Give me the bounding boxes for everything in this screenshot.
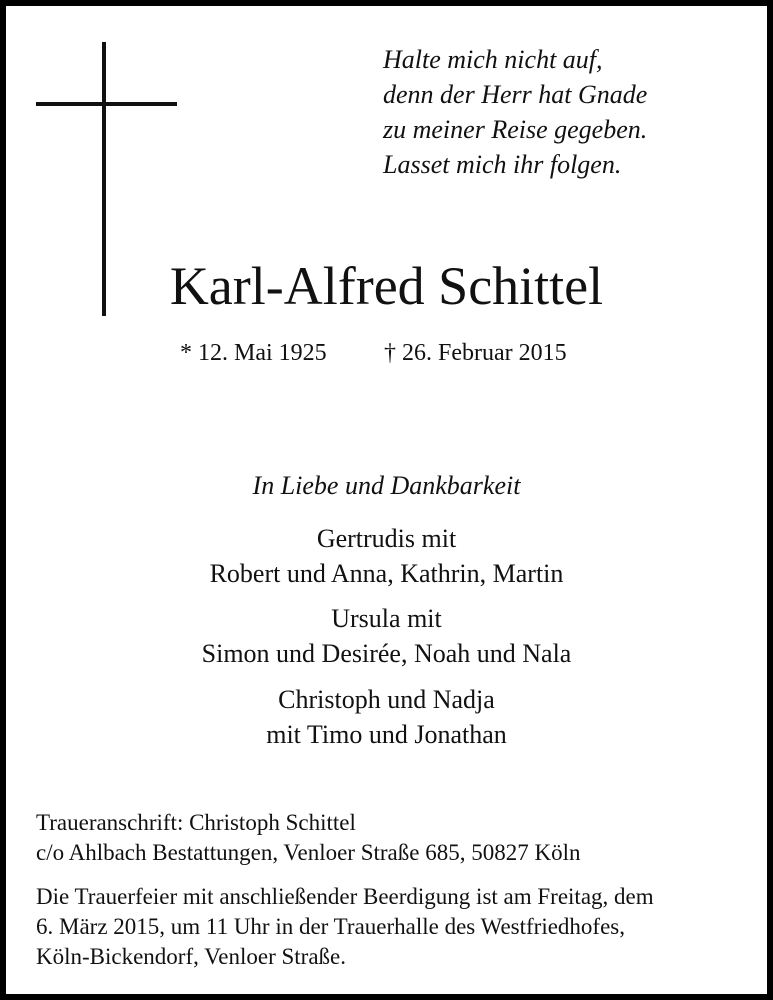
bible-verse [383,42,647,182]
verse-line: zu meiner Reise gegeben. [383,115,648,144]
funeral-ceremony-info [36,882,654,972]
cross-horizontal-bar [36,102,177,106]
verse-line: Halte mich nicht auf, [383,45,603,74]
death-date: † 26. Februar 2015 [384,340,567,366]
deceased-name-block [0,254,773,318]
address-line: c/o Ahlbach Bestattungen, Venloer Straße 685, 50827 Köln [36,840,581,865]
family-line: Simon und Desirée, Noah und Nala [201,639,572,668]
ceremony-line: Die Trauerfeier mit anschließender Beerdigung ist am Freitag, dem [36,884,654,909]
family-line: Ursula mit [331,604,442,633]
family-group [0,601,773,671]
deceased-name: Karl-Alfred Schittel [169,256,604,316]
family-line: Gertrudis mit [316,524,457,553]
family-line: Christoph und Nadja [278,685,495,714]
verse-line: denn der Herr hat Gnade [383,80,648,109]
family-line: mit Timo und Jonathan [266,720,507,749]
family-line: Robert und Anna, Kathrin, Martin [209,559,564,588]
family-group [0,521,773,591]
ceremony-line: 6. März 2015, um 11 Uhr in der Trauerhalle des Westfriedhofes, [36,914,625,939]
verse-line: Lasset mich ihr folgen. [383,150,622,179]
mourning-address [36,808,580,868]
dedication: In Liebe und Dankbarkeit [252,471,521,500]
address-line: Traueranschrift: Christoph Schittel [36,810,356,835]
birth-date: * 12. Mai 1925 [180,340,327,366]
family-group [0,682,773,752]
ceremony-line: Köln-Bickendorf, Venloer Straße. [36,944,346,969]
